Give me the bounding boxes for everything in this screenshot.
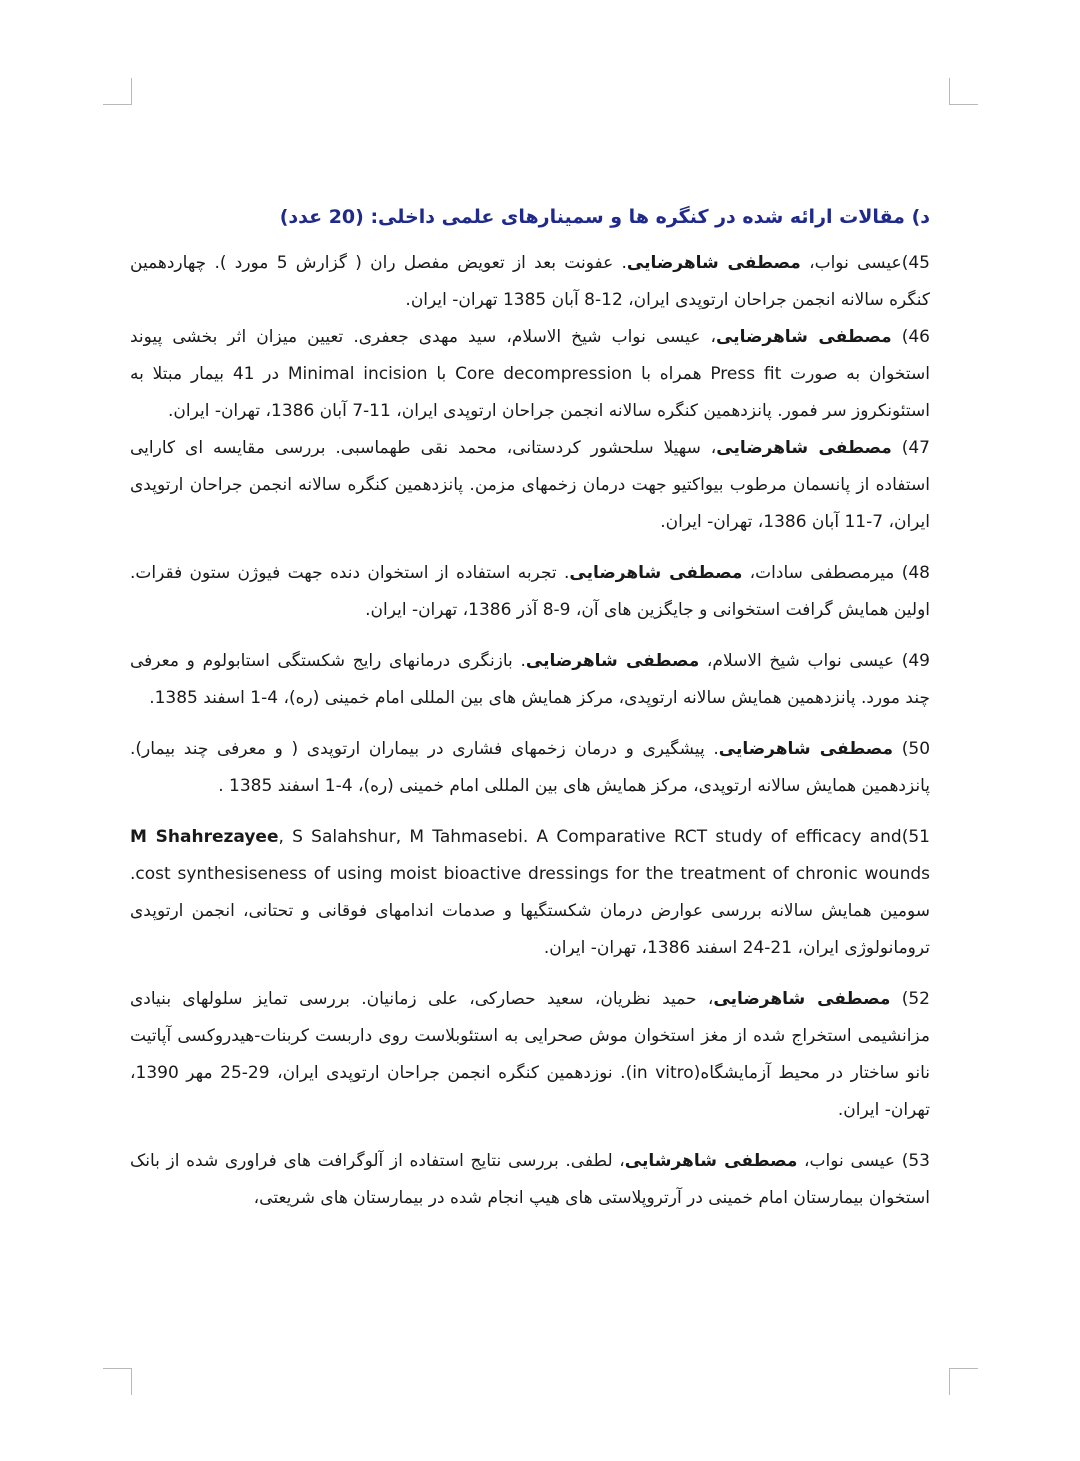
entry-text-after: , S Salahshur, M Tahmasebi. A Comparative RCT study of efficacy and cost synthesiseness of using moist bioactive dressings for the treatment of chronic wounds. سومین همایش سالانه بررسی عوارض درمان شکستگیها و صدمات اندامهای فوقانی و تحتانی، انجمن ارتوپدی ترومانولوژی ایران، 21-24 اسفند 1386، تهران- ایران. bbox=[130, 827, 930, 958]
entry-author-bold: M Shahrezayee bbox=[130, 827, 279, 847]
reference-entry-48 bbox=[130, 555, 930, 629]
reference-entry-49 bbox=[130, 643, 930, 717]
entry-text-after: ، لطفی. بررسی نتایج استفاده از آلوگرافت های فراوری شده از بانک استخوان بیمارستان امام خمینی در آرتروپلاستی های هیپ انجام شده در بیمارستان های شریعتی، bbox=[130, 1151, 930, 1208]
document-body bbox=[130, 195, 930, 1375]
reference-entry-46 bbox=[130, 319, 930, 430]
section-heading: د) مقالات ارائه شده در کنگره ها و سمینارهای علمی داخلی: (20 عدد) bbox=[279, 206, 930, 228]
entry-text-after: ، عیسی نواب شیخ الاسلام، سید مهدی جعفری. تعیین میزان اثر بخشی پیوند استخوان به صورت Press fit همراه با Core decompression با Minimal incision در 41 بیمار مبتلا به استئونکروز سر فمور. پانزدهمین کنگره سالانه انجمن جراحان ارتوپدی ایران، 11-7 آبان 1386، تهران- ایران. bbox=[130, 327, 930, 421]
entry-author-bold: مصطفی شاهرشایی bbox=[624, 1151, 798, 1171]
crop-mark-top-right bbox=[949, 78, 978, 105]
entry-text-before: عیسی نواب، bbox=[797, 1151, 896, 1171]
entry-number: 52) bbox=[890, 989, 930, 1009]
entry-author-bold: مصطفی شاهرضایی bbox=[626, 253, 801, 273]
entry-author-bold: مصطفی شاهرضایی bbox=[718, 739, 894, 759]
reference-entry-51 bbox=[130, 819, 930, 967]
entry-number: 50) bbox=[893, 739, 930, 759]
entry-number: 47) bbox=[891, 438, 930, 458]
entry-text-after: ، سهیلا سلحشور کردستانی، محمد نقی طهماسبی. بررسی مقایسه ای کارایی استفاده از پانسمان مرطوب بیواکتیو جهت درمان زخمهای مزمن. پانزدهمین کنگره سالانه انجمن جراحان ارتوپدی ایران، 7-11 آبان 1386، تهران- ایران. bbox=[130, 438, 930, 532]
entry-number: 49) bbox=[894, 651, 930, 671]
entry-text-before: عیسی نواب شیخ الاسلام، bbox=[699, 651, 895, 671]
reference-entry-50 bbox=[130, 731, 930, 805]
entry-text-after: . تجربه استفاده از استخوان دنده جهت فیوژن ستون فقرات. اولین همایش گرافت استخوانی و جایگزین های آن، 9-8 آذر 1386، تهران- ایران. bbox=[130, 563, 930, 620]
entry-author-bold: مصطفی شاهرضایی bbox=[713, 989, 891, 1009]
crop-mark-bottom-left bbox=[103, 1368, 132, 1395]
entry-author-bold: مصطفی شاهرضایی bbox=[569, 563, 743, 583]
entry-text-after: . عفونت بعد از تعویض مفصل ران ( گزارش 5 مورد ). چهاردهمین کنگره سالانه انجمن جراحان ارتوپدی ایران، 12-8 آبان 1385 تهران- ایران. bbox=[130, 253, 930, 310]
entry-author-bold: مصطفی شاهرضایی bbox=[715, 327, 892, 347]
entry-text-before: میرمصطفی سادات، bbox=[742, 563, 895, 583]
entry-number: 48) bbox=[894, 563, 930, 583]
entry-text-after: . پیشگیری و درمان زخمهای فشاری در بیماران ارتوپدی ( و معرفی چند بیمار). پانزدهمین همایش سالانه ارتوپدی، مرکز همایش های بین المللی امام خمینی (ره)، 4-1 اسفند 1385 . bbox=[130, 739, 930, 796]
entry-text-before: عیسی نواب، bbox=[800, 253, 902, 273]
entry-number: 51) bbox=[901, 827, 930, 847]
crop-mark-top-left bbox=[103, 78, 132, 105]
entry-author-bold: مصطفی شاهرضایی bbox=[716, 438, 892, 458]
reference-entry-45 bbox=[130, 245, 930, 319]
entry-text-after: ، حمید نظریان، سعید حصارکی، علی زمانیان. بررسی تمایز سلولهای بنیادی مزانشیمی استخراج شده از مغز استخوان موش صحرایی به استئوبلاست روی داربست کربنات-هیدروکسی آپاتیت نانو ساختار در محیط آزمایشگاه(in vitro). نوزدهمین کنگره انجمن جراحان ارتوپدی ایران، 29-25 مهر 1390، تهران- ایران. bbox=[130, 989, 930, 1120]
entry-number: 53) bbox=[895, 1151, 930, 1171]
entry-number: 46) bbox=[891, 327, 930, 347]
crop-mark-bottom-right bbox=[949, 1368, 978, 1395]
entry-text-after: . بازنگری درمانهای رایج شکستگی استابولوم و معرفی چند مورد. پانزدهمین همایش سالانه ارتوپدی، مرکز همایش های بین المللی امام خمینی (ره)، 4-1 اسفند 1385. bbox=[130, 651, 930, 708]
reference-entry-53 bbox=[130, 1143, 930, 1217]
entry-author-bold: مصطفی شاهرضایی bbox=[525, 651, 700, 671]
reference-entry-47 bbox=[130, 430, 930, 541]
entry-number: 45) bbox=[901, 253, 930, 273]
reference-entry-52 bbox=[130, 981, 930, 1129]
